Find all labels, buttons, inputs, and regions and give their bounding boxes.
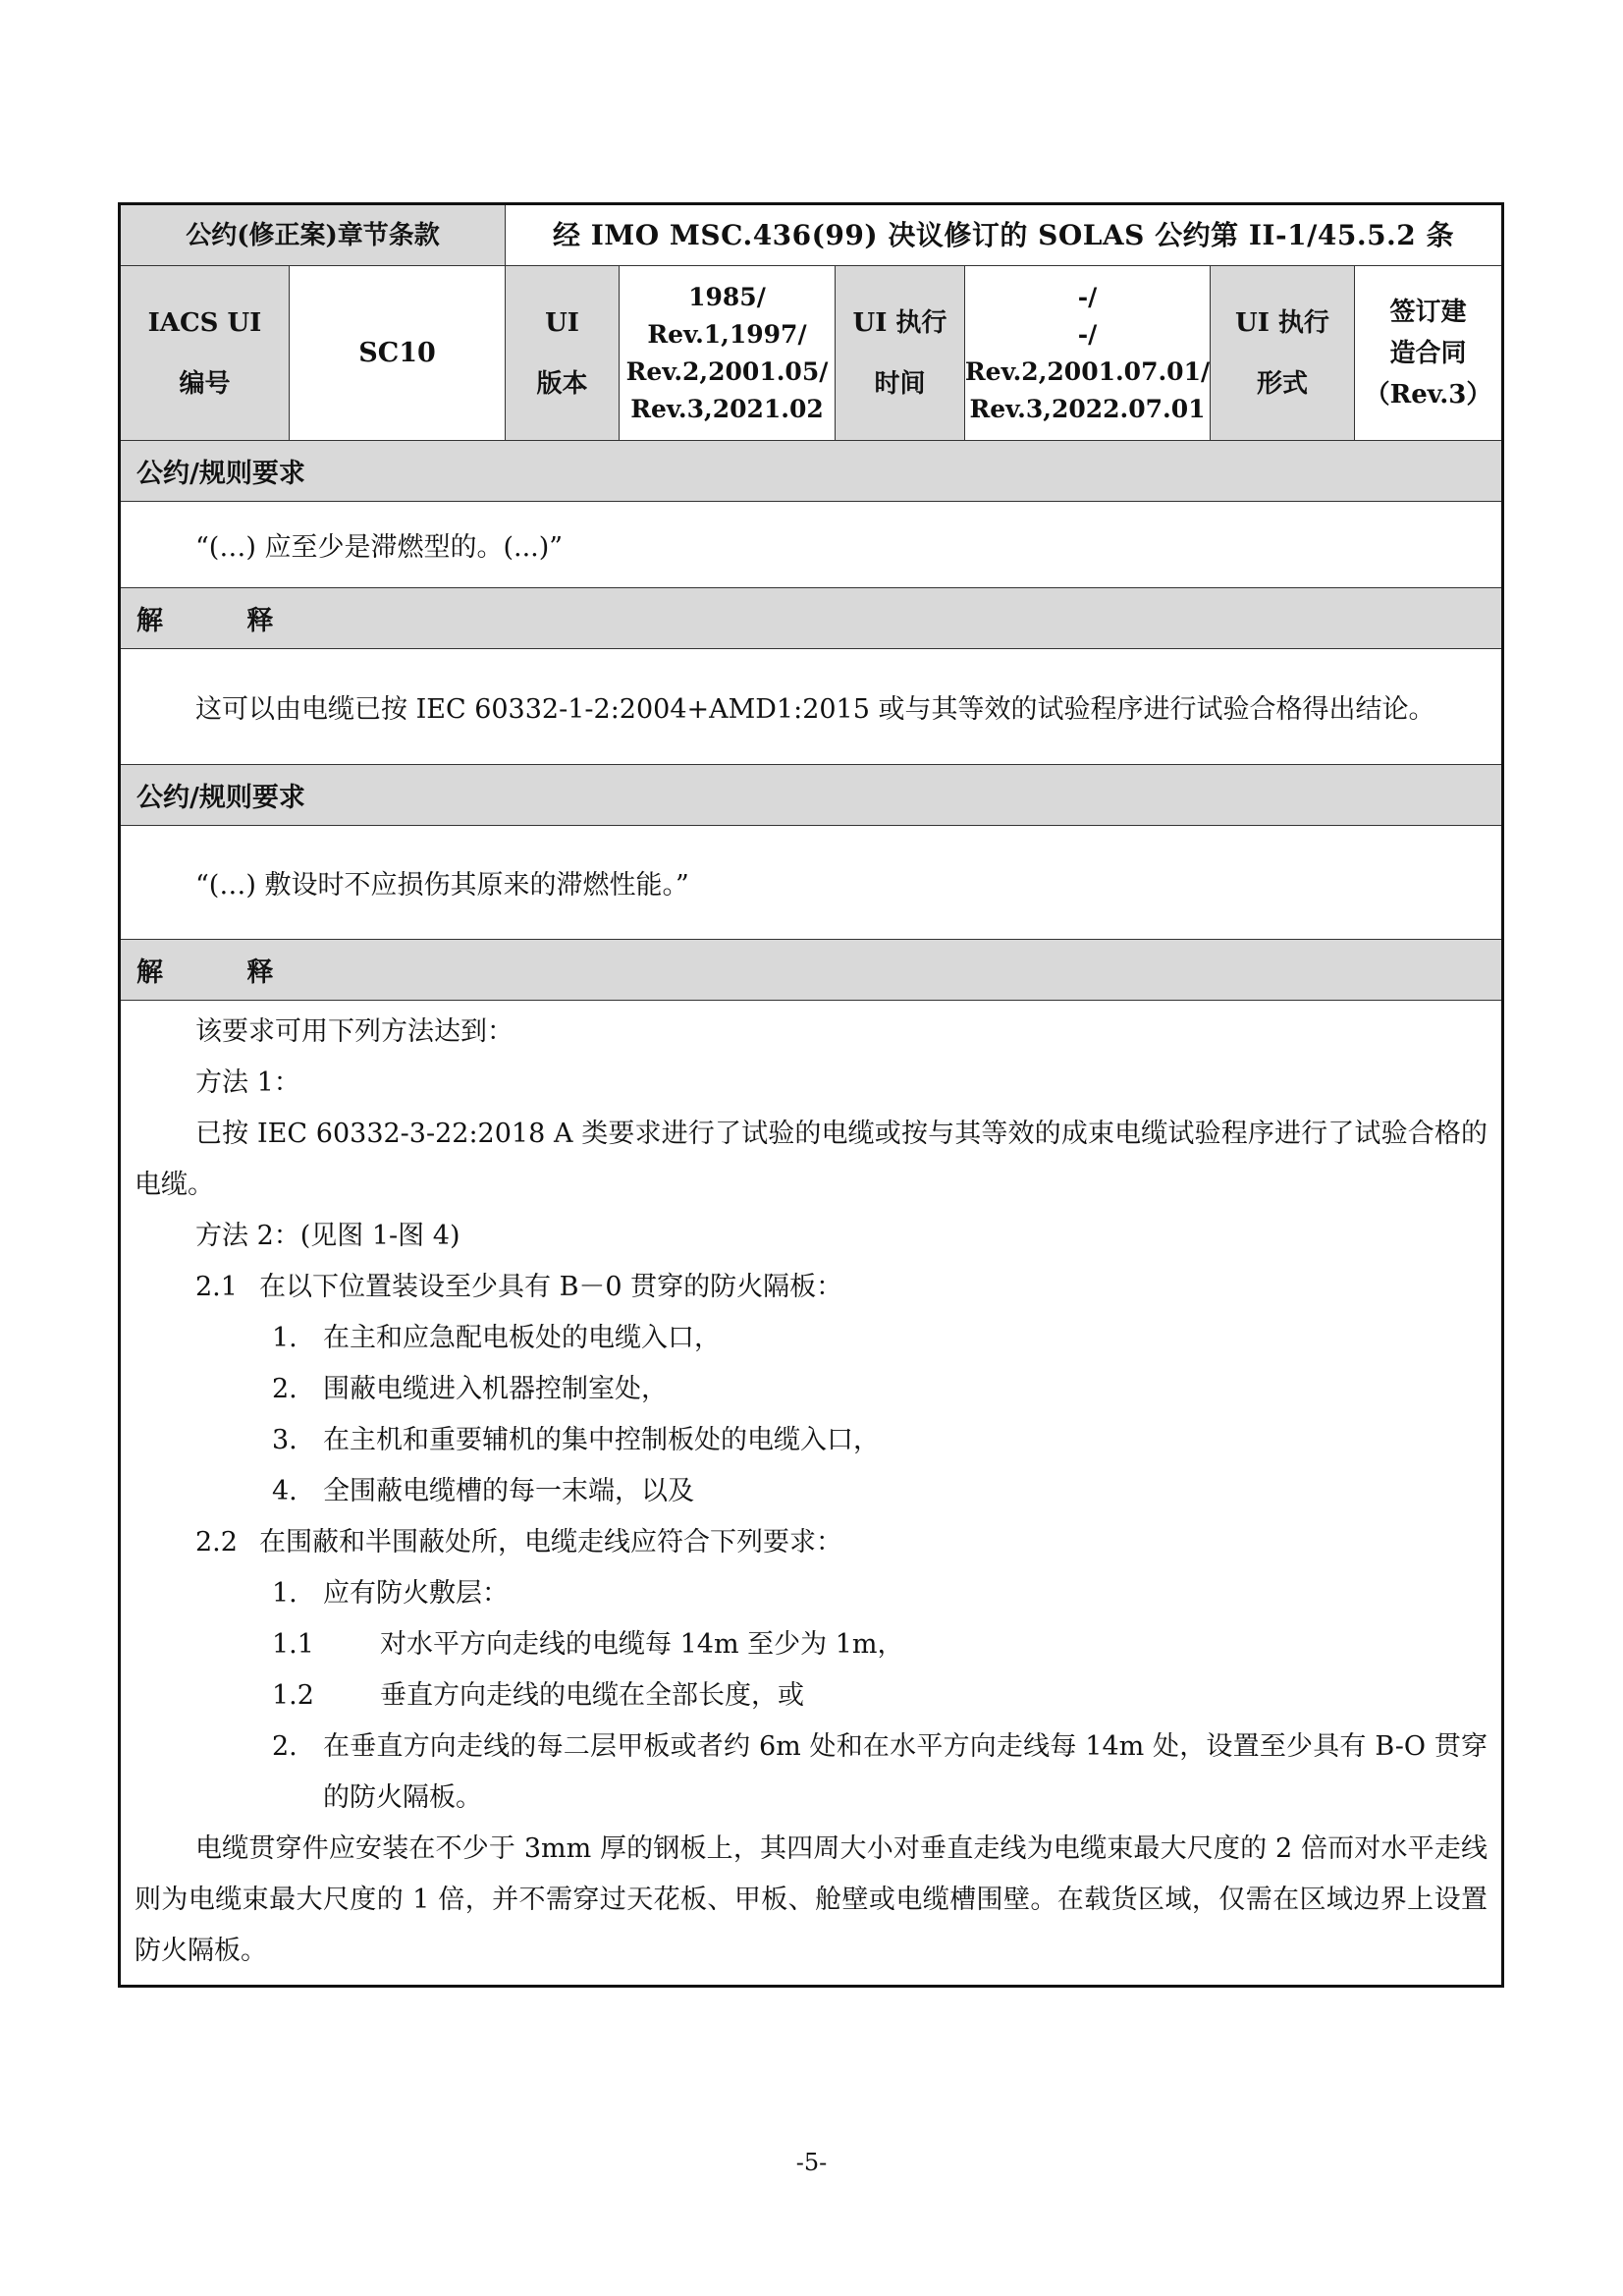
- list-item-number: 4.: [272, 1476, 298, 1506]
- clause-label: 公约(修正案)章节条款: [121, 205, 506, 265]
- ui-exec-form-label-line2: 形式: [1256, 368, 1308, 399]
- interpretation-table: [118, 202, 1504, 1988]
- ui-version-line: Rev.2,2001.05/: [625, 356, 829, 386]
- ui-exec-time-label-line2: 时间: [874, 368, 926, 399]
- sub-list-item-text: 垂直方向走线的电缆在全部长度，或: [380, 1680, 804, 1711]
- interpretation-text: 这可以由电缆已按 IEC 60332-1-2:2004+AMD1:2015 或与其等效的试验程序进行试验合格得出结论。: [121, 649, 1501, 765]
- closing-paragraph: 电缆贯穿件应安装在不少于 3mm 厚的钢板上，其四周大小对垂直走线为电缆束最大尺度的 2 倍而对水平走线则为电缆束最大尺度的 1 倍，并不需穿过天花板、甲板、舱壁或电缆槽围壁。在载货区域，仅需在区域边界上设置防火隔板。: [135, 1833, 1488, 1966]
- ui-exec-form-line: 造合同: [1389, 338, 1467, 368]
- meta-row: [121, 266, 1501, 441]
- ui-version-label-line1: UI: [545, 307, 579, 338]
- clause-row: [121, 205, 1501, 266]
- ui-version-label: [506, 266, 620, 440]
- list-item-text: 在主机和重要辅机的集中控制板处的电缆入口，: [323, 1425, 880, 1455]
- list-item-text: 应有防火敷层：: [323, 1578, 509, 1609]
- list-item-text: 围蔽电缆进入机器控制室处，: [323, 1374, 668, 1404]
- interpretation-heading: 解 释: [121, 588, 1501, 649]
- page-number: -5-: [795, 2149, 828, 2176]
- list-item-text: 在主和应急配电板处的电缆入口，: [323, 1323, 721, 1353]
- ui-exec-form-label-line1: UI 执行: [1235, 307, 1329, 338]
- clause-value: 经 IMO MSC.436(99) 决议修订的 SOLAS 公约第 II-1/45.5.2 条: [552, 218, 1455, 251]
- sub-list-item: [135, 1619, 1488, 1670]
- requirement-heading: 公约/规则要求: [121, 441, 1501, 502]
- ui-version-value: [620, 266, 836, 440]
- interpretation-heading: 解 释: [121, 940, 1501, 1001]
- list-item: [135, 1415, 1488, 1466]
- clause-text: 在以下位置装设至少具有 B－0 贯穿的防火隔板：: [259, 1272, 843, 1302]
- clause-2-2: [135, 1517, 1488, 1568]
- list-item-number: 1.: [272, 1578, 298, 1609]
- sub-list-item-number: 1.2: [272, 1680, 314, 1711]
- ui-version-line: 1985/: [688, 282, 766, 311]
- ui-number-value: SC10: [290, 266, 506, 440]
- clause-number: 2.2: [195, 1527, 238, 1558]
- requirement-quote: “(…) 应至少是滞燃型的。(...)”: [121, 502, 1501, 588]
- ui-exec-time-line: Rev.2,2001.07.01/: [964, 356, 1211, 386]
- list-item-text: 全围蔽电缆槽的每一末端，以及: [323, 1476, 694, 1506]
- interpretation-body: [121, 1001, 1501, 1985]
- ui-exec-form-value: [1355, 266, 1501, 440]
- list-item: [135, 1466, 1488, 1517]
- list-item-number: 2.: [272, 1731, 298, 1762]
- ui-exec-time-label: [836, 266, 965, 440]
- ui-exec-form-label: [1211, 266, 1355, 440]
- requirement-heading: 公约/规则要求: [121, 765, 1501, 826]
- clause-number: 2.1: [195, 1272, 238, 1302]
- ui-number-label-line2: 编号: [179, 368, 231, 399]
- method1-title: 方法 1：: [195, 1067, 300, 1098]
- ui-exec-form-line: （Rev.3）: [1364, 379, 1492, 410]
- ui-exec-time-line: -/: [1077, 282, 1098, 311]
- list-item-number: 1.: [272, 1323, 298, 1353]
- method1-text: 已按 IEC 60332-3-22:2018 A 类要求进行了试验的电缆或按与其等效的成束电缆试验程序进行了试验合格的电缆。: [135, 1119, 1488, 1200]
- ui-version-line: Rev.1,1997/: [647, 319, 807, 349]
- list-item: [135, 1313, 1488, 1364]
- intro-paragraph: 该要求可用下列方法达到：: [195, 1016, 514, 1047]
- list-item-text: 在垂直方向走线的每二层甲板或者约 6m 处和在水平方向走线每 14m 处，设置至少具有 B-O 贯穿的防火隔板。: [323, 1731, 1488, 1813]
- list-item: [135, 1364, 1488, 1415]
- clause-text: 在围蔽和半围蔽处所，电缆走线应符合下列要求：: [259, 1527, 842, 1558]
- ui-version-label-line2: 版本: [536, 368, 588, 399]
- ui-exec-time-label-line1: UI 执行: [852, 307, 947, 338]
- ui-number-label-line1: IACS UI: [147, 307, 262, 338]
- sub-list-item: [135, 1670, 1488, 1722]
- ui-exec-time-line: Rev.3,2022.07.01: [969, 394, 1206, 423]
- list-item: [135, 1722, 1488, 1824]
- sub-list-item-text: 对水平方向走线的电缆每 14m 至少为 1m，: [380, 1629, 904, 1660]
- ui-exec-time-value: [965, 266, 1211, 440]
- clause-2-1: [135, 1262, 1488, 1313]
- method2-title: 方法 2：(见图 1-图 4): [195, 1221, 460, 1251]
- list-item: [135, 1568, 1488, 1619]
- requirement-quote: “(…) 敷设时不应损伤其原来的滞燃性能。”: [121, 826, 1501, 940]
- list-item-number: 2.: [272, 1374, 298, 1404]
- ui-exec-form-line: 签订建: [1389, 297, 1467, 327]
- ui-exec-time-line: -/: [1077, 319, 1098, 349]
- sub-list-item-number: 1.1: [272, 1629, 314, 1660]
- ui-version-line: Rev.3,2021.02: [630, 394, 824, 423]
- ui-number-label: [121, 266, 290, 440]
- list-item-number: 3.: [272, 1425, 298, 1455]
